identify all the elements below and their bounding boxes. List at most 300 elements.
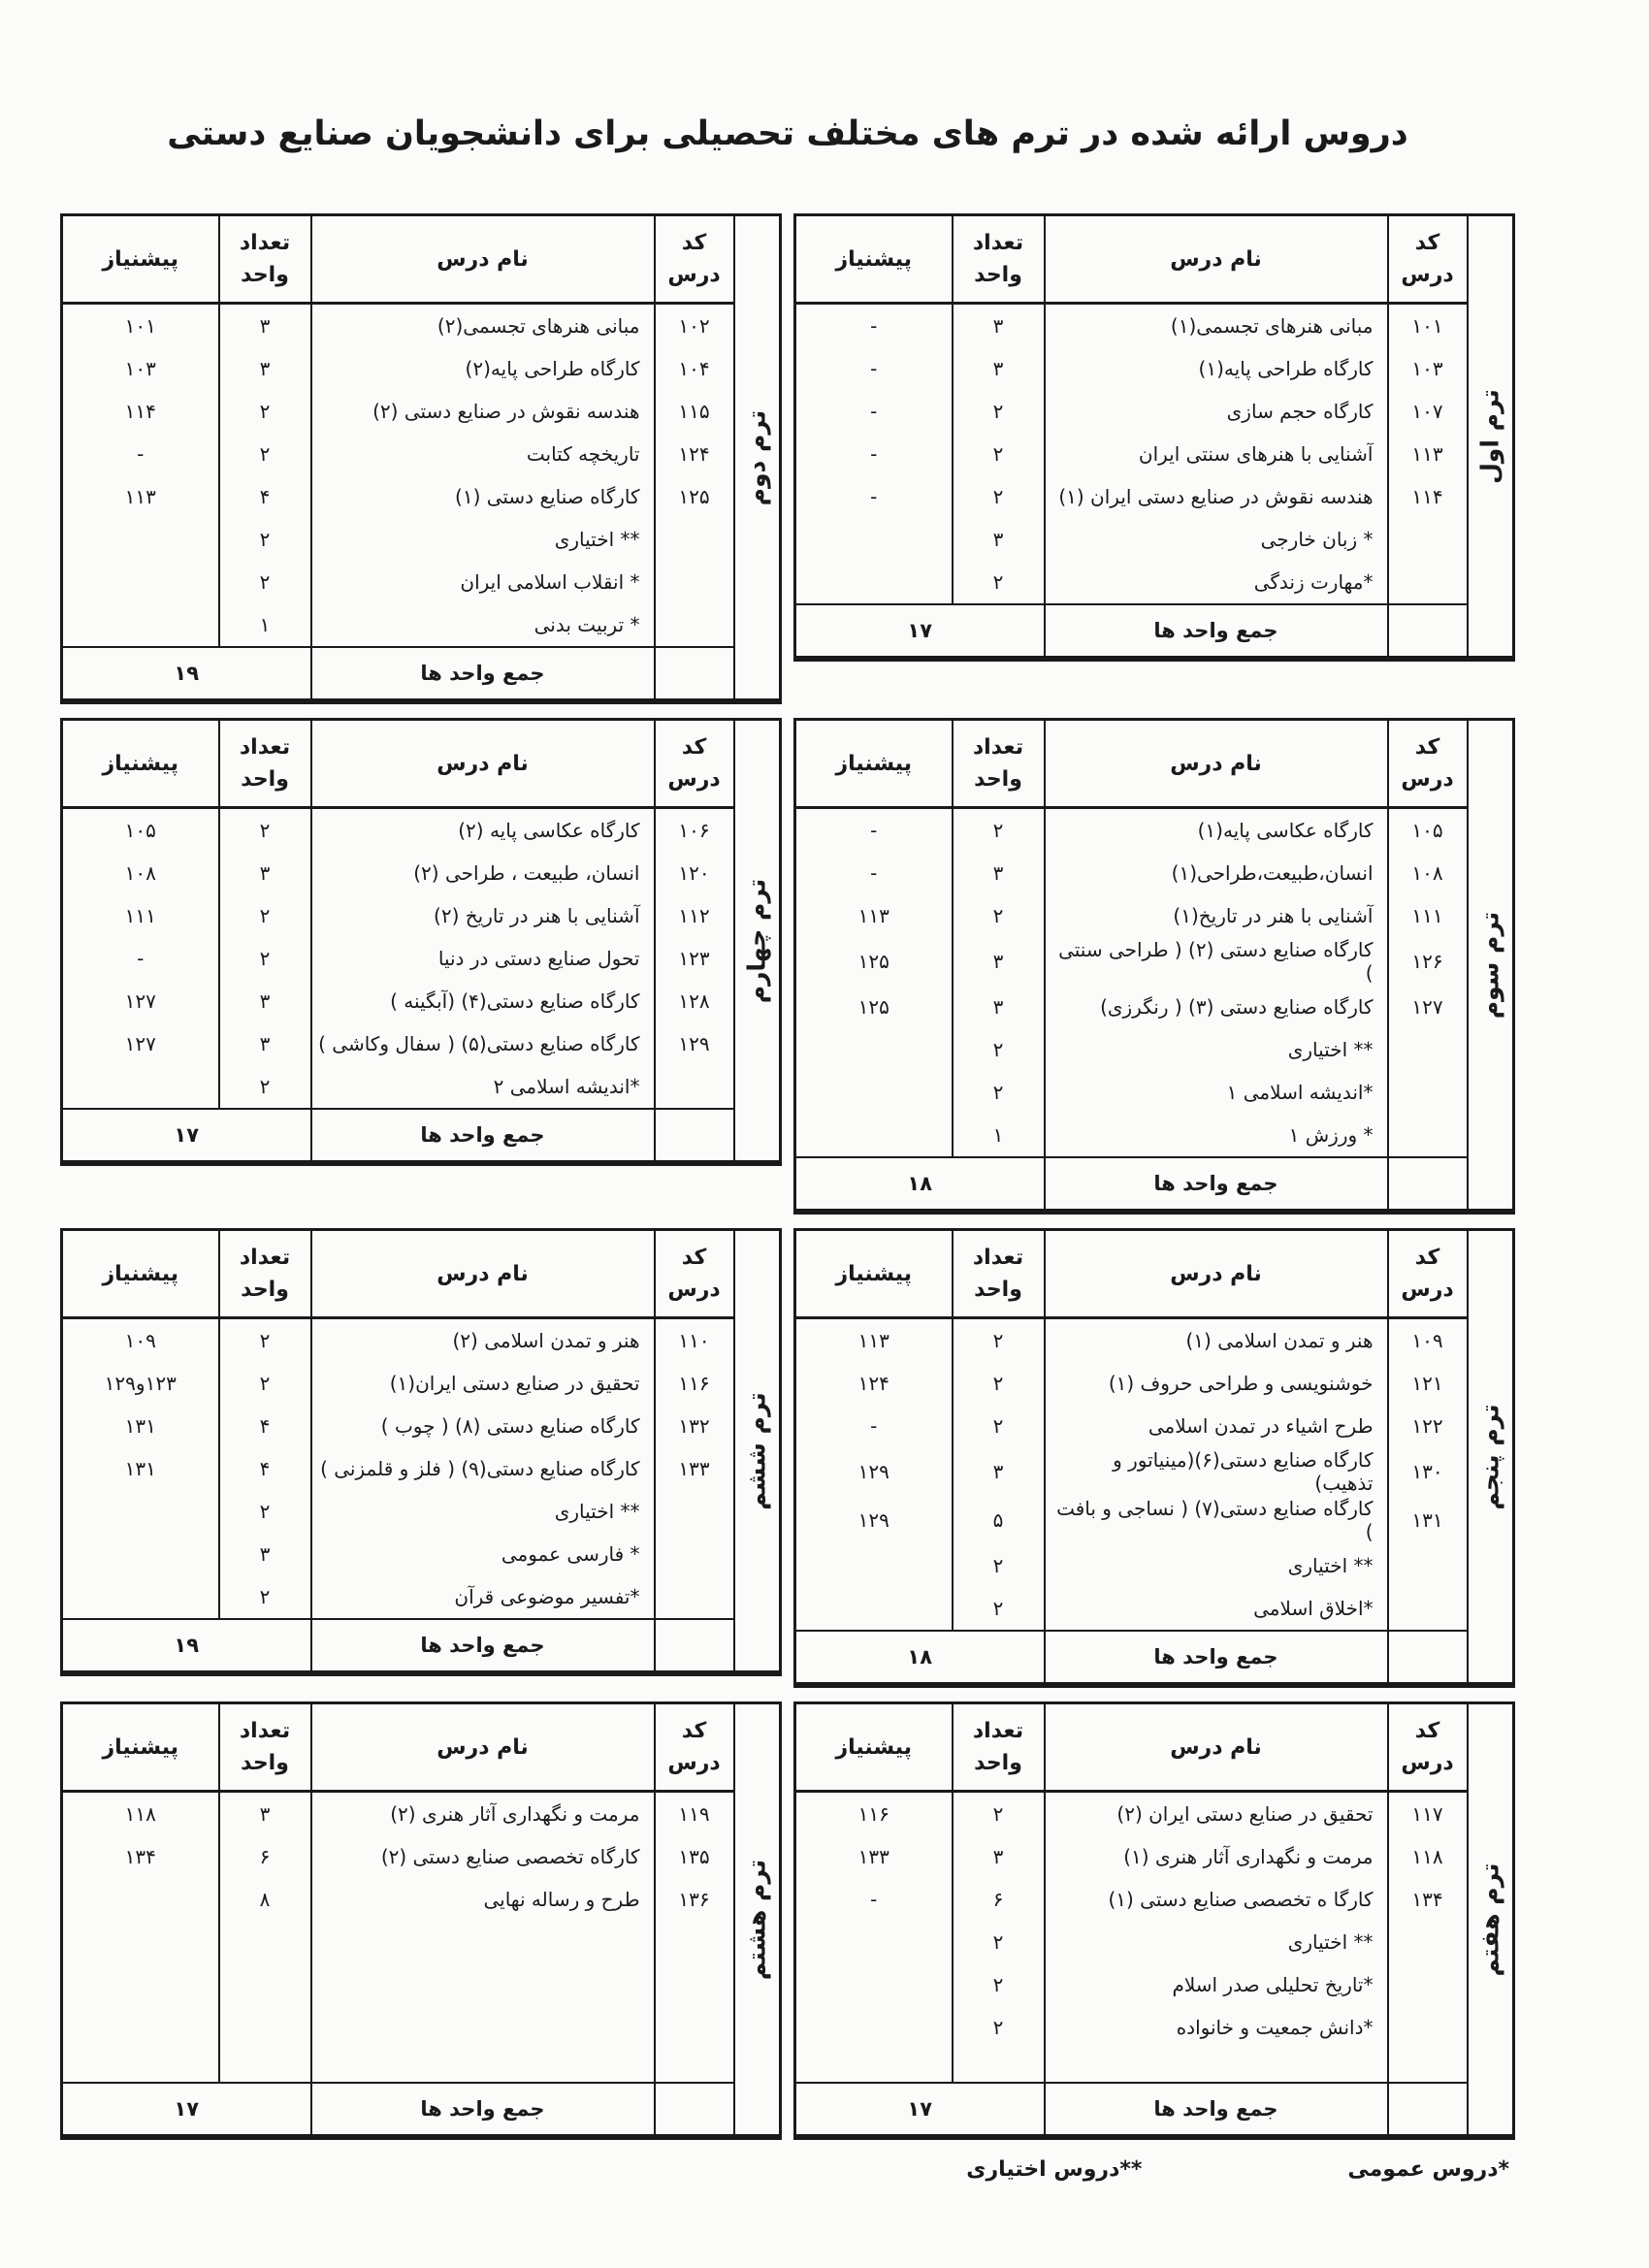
course-code — [655, 518, 734, 561]
course-prereq: ۱۳۳ — [795, 1835, 953, 1878]
header-prerequisite: پیشنیاز — [795, 1230, 953, 1318]
table-header-row — [795, 215, 1514, 304]
course-code: ۱۰۸ — [1388, 852, 1468, 894]
course-code: ۱۲۵ — [655, 475, 734, 518]
header-course-code: کد درس — [655, 215, 734, 304]
course-name: کارگاه صنایع دستی(۶)(مینیاتور و تذهیب) — [1045, 1447, 1388, 1496]
course-prereq — [62, 603, 219, 646]
course-prereq: ۱۱۳ — [795, 1318, 953, 1363]
course-row — [795, 852, 1514, 894]
course-row — [795, 1496, 1514, 1544]
course-prereq: ۱۲۷ — [62, 1022, 219, 1065]
course-name: کارگاه صنایع دستی(۷) ( نساجی و بافت ) — [1045, 1496, 1388, 1544]
total-value: ۱۸ — [795, 1631, 1045, 1685]
header-prerequisite: پیشنیاز — [795, 720, 953, 808]
header-course-name: نام درس — [311, 1230, 655, 1318]
course-name: کارگاه حجم سازی — [1045, 390, 1388, 433]
course-name: انسان، طبیعت ، طراحی (۲) — [311, 852, 655, 894]
course-prereq: ۱۱۳ — [795, 894, 953, 937]
course-code — [1388, 2006, 1468, 2049]
course-prereq — [795, 518, 953, 561]
course-name: *اندیشه اسلامی ۲ — [311, 1065, 655, 1108]
course-units: ۲ — [953, 1544, 1045, 1587]
course-name: * انقلاب اسلامی ایران — [311, 561, 655, 603]
course-prereq: ۱۲۳و۱۲۹ — [62, 1362, 219, 1405]
course-prereq: - — [795, 1878, 953, 1921]
course-name: طرح و رساله نهایی — [311, 1878, 655, 1921]
course-units: ۳ — [219, 1022, 311, 1065]
term-label: ترم اول — [1475, 388, 1504, 484]
course-row — [62, 1533, 781, 1575]
course-prereq: ۱۱۸ — [62, 1792, 219, 1836]
course-units: ۳ — [953, 1835, 1045, 1878]
header-course-name: نام درس — [311, 1703, 655, 1792]
course-code — [655, 1065, 734, 1108]
course-units: ۳ — [953, 852, 1045, 894]
course-units: ۴ — [219, 1447, 311, 1490]
filler-row — [62, 1921, 781, 2083]
course-row — [795, 1878, 1514, 1921]
total-row — [62, 1619, 781, 1673]
course-row — [795, 1792, 1514, 1836]
course-name: کارگاه صنایع دستی (۸) ( چوب ) — [311, 1405, 655, 1447]
course-row — [795, 518, 1514, 561]
filler-name-cell — [1045, 2049, 1388, 2083]
course-prereq: - — [795, 390, 953, 433]
course-row — [62, 1878, 781, 1921]
course-name: خوشنویسی و طراحی حروف (۱) — [1045, 1362, 1388, 1405]
term-label-cell — [1468, 1703, 1514, 2138]
course-units: ۲ — [953, 1921, 1045, 1963]
course-code — [1388, 1587, 1468, 1630]
course-name: تحقیق در صنایع دستی ایران(۱) — [311, 1362, 655, 1405]
course-prereq: ۱۱۶ — [795, 1792, 953, 1836]
course-row — [62, 1490, 781, 1533]
term-label: ترم ششم — [742, 1391, 771, 1510]
filler-units-cell — [953, 2049, 1045, 2083]
header-course-code: کد درس — [655, 720, 734, 808]
term-label: ترم پنجم — [1475, 1403, 1504, 1510]
table-header-row — [795, 1703, 1514, 1792]
course-code: ۱۳۰ — [1388, 1447, 1468, 1496]
course-code: ۱۳۴ — [1388, 1878, 1468, 1921]
term-label-cell — [1468, 1230, 1514, 1686]
course-units: ۲ — [953, 433, 1045, 475]
total-code-cell — [1388, 2083, 1468, 2137]
course-name: کارگاه صنایع دستی (۲) ( طراحی سنتی ) — [1045, 937, 1388, 986]
course-code: ۱۰۵ — [1388, 808, 1468, 853]
course-units: ۲ — [219, 518, 311, 561]
course-name: کارگاه صنایع دستی(۵) ( سفال وکاشی ) — [311, 1022, 655, 1065]
course-code: ۱۲۰ — [655, 852, 734, 894]
course-name: * فارسی عمومی — [311, 1533, 655, 1575]
course-row — [62, 1835, 781, 1878]
term-label-cell — [1468, 215, 1514, 660]
header-units-count: تعداد واحد — [219, 720, 311, 808]
total-value: ۱۷ — [62, 2083, 311, 2137]
course-row — [795, 433, 1514, 475]
footnote-elective-courses: **دروس اختیاری — [966, 2157, 1143, 2182]
course-name: هندسه نقوش در صنایع دستی (۲) — [311, 390, 655, 433]
term-label-cell — [734, 1230, 781, 1674]
term-label: ترم چهارم — [742, 878, 771, 1003]
course-row — [795, 894, 1514, 937]
course-units: ۳ — [953, 518, 1045, 561]
course-code — [1388, 1544, 1468, 1587]
course-name: *اخلاق اسلامی — [1045, 1587, 1388, 1630]
filler-code-cell — [1388, 2049, 1468, 2083]
course-prereq: - — [795, 475, 953, 518]
header-course-name: نام درس — [1045, 1703, 1388, 1792]
course-units: ۲ — [219, 808, 311, 853]
course-row — [62, 980, 781, 1022]
course-prereq — [795, 1071, 953, 1114]
course-code: ۱۱۶ — [655, 1362, 734, 1405]
total-value: ۱۷ — [62, 1109, 311, 1163]
header-course-name: نام درس — [311, 720, 655, 808]
course-name: آشنایی با هنرهای سنتی ایران — [1045, 433, 1388, 475]
header-units-count: تعداد واحد — [219, 1230, 311, 1318]
header-course-code: کد درس — [1388, 1230, 1468, 1318]
total-value: ۱۹ — [62, 647, 311, 701]
course-row — [62, 1318, 781, 1363]
course-code: ۱۲۳ — [655, 937, 734, 980]
table-header-row — [62, 1230, 781, 1318]
course-name: *تاریخ تحلیلی صدر اسلام — [1045, 1963, 1388, 2006]
course-prereq — [795, 561, 953, 603]
header-units-count: تعداد واحد — [953, 1703, 1045, 1792]
course-code — [1388, 1071, 1468, 1114]
course-code: ۱۲۱ — [1388, 1362, 1468, 1405]
course-units: ۱ — [953, 1114, 1045, 1156]
term-label-cell — [734, 1703, 781, 2138]
total-label: جمع واحد ها — [311, 647, 655, 701]
course-prereq: ۱۰۸ — [62, 852, 219, 894]
course-name: آشنایی با هنر در تاریخ (۲) — [311, 894, 655, 937]
course-name: ** اختیاری — [1045, 1028, 1388, 1071]
course-prereq — [795, 1028, 953, 1071]
course-row — [62, 808, 781, 853]
course-code — [1388, 1114, 1468, 1156]
total-code-cell — [655, 1109, 734, 1163]
course-prereq: ۱۰۵ — [62, 808, 219, 853]
course-name: تحقیق در صنایع دستی ایران (۲) — [1045, 1792, 1388, 1836]
total-value: ۱۸ — [795, 1157, 1045, 1212]
total-label: جمع واحد ها — [1045, 2083, 1388, 2137]
course-row — [62, 518, 781, 561]
filler-prereq-cell — [62, 1921, 219, 2083]
total-code-cell — [655, 1619, 734, 1673]
course-row — [795, 1071, 1514, 1114]
total-row — [62, 647, 781, 701]
total-row — [795, 1631, 1514, 1685]
total-label: جمع واحد ها — [311, 1619, 655, 1673]
term-table — [793, 213, 1515, 662]
course-prereq: ۱۲۹ — [795, 1447, 953, 1496]
course-prereq: - — [62, 433, 219, 475]
total-label: جمع واحد ها — [311, 2083, 655, 2137]
course-units: ۳ — [219, 304, 311, 348]
total-code-cell — [1388, 1631, 1468, 1685]
course-prereq: - — [795, 347, 953, 390]
course-name: ** اختیاری — [311, 518, 655, 561]
course-row — [62, 937, 781, 980]
table-header-row — [795, 720, 1514, 808]
course-units: ۲ — [953, 1792, 1045, 1836]
course-prereq: ۱۳۴ — [62, 1835, 219, 1878]
total-row — [795, 1157, 1514, 1212]
course-prereq: - — [795, 433, 953, 475]
course-code: ۱۲۲ — [1388, 1405, 1468, 1447]
course-units: ۲ — [219, 1318, 311, 1363]
course-name: کارگاه صنایع دستی (۳) ( رنگرزی) — [1045, 986, 1388, 1028]
course-code: ۱۳۶ — [655, 1878, 734, 1921]
course-units: ۳ — [953, 937, 1045, 986]
course-row — [62, 1447, 781, 1490]
course-code — [1388, 1028, 1468, 1071]
course-units: ۲ — [953, 1071, 1045, 1114]
course-units: ۲ — [953, 561, 1045, 603]
course-units: ۸ — [219, 1878, 311, 1921]
total-row — [62, 1109, 781, 1163]
course-row — [795, 1447, 1514, 1496]
course-units: ۳ — [219, 347, 311, 390]
course-name: *دانش جمعیت و خانواده — [1045, 2006, 1388, 2049]
terms-grid — [60, 213, 1515, 2140]
course-prereq: ۱۲۴ — [795, 1362, 953, 1405]
filler-prereq-cell — [795, 2049, 953, 2083]
course-name: مرمت و نگهداری آثار هنری (۲) — [311, 1792, 655, 1836]
course-name: مبانی هنرهای تجسمی(۲) — [311, 304, 655, 348]
course-row — [62, 603, 781, 646]
course-units: ۳ — [219, 980, 311, 1022]
course-units: ۴ — [219, 475, 311, 518]
term-label: ترم دوم — [742, 409, 771, 505]
term-label: ترم هشتم — [742, 1859, 771, 1980]
course-units: ۳ — [219, 1792, 311, 1836]
course-code: ۱۰۲ — [655, 304, 734, 348]
course-prereq — [62, 1533, 219, 1575]
term-table — [60, 213, 782, 704]
filler-name-cell — [311, 1921, 655, 2083]
course-row — [795, 1544, 1514, 1587]
course-name: کارگاه صنایع دستی(۴) (آبگینه ) — [311, 980, 655, 1022]
header-units-count: تعداد واحد — [219, 215, 311, 304]
course-name: *اندیشه اسلامی ۱ — [1045, 1071, 1388, 1114]
header-course-code: کد درس — [655, 1703, 734, 1792]
course-units: ۵ — [953, 1496, 1045, 1544]
course-code: ۱۰۳ — [1388, 347, 1468, 390]
course-prereq — [795, 1544, 953, 1587]
course-name: هندسه نقوش در صنایع دستی ایران (۱) — [1045, 475, 1388, 518]
course-row — [62, 347, 781, 390]
course-units: ۲ — [219, 433, 311, 475]
course-units: ۲ — [953, 1028, 1045, 1071]
course-prereq — [795, 1587, 953, 1630]
course-prereq: ۱۳۱ — [62, 1405, 219, 1447]
course-row — [62, 1405, 781, 1447]
course-prereq: - — [795, 304, 953, 348]
course-row — [795, 937, 1514, 986]
table-header-row — [62, 1703, 781, 1792]
footnote-general-courses: *دروس عمومی — [1347, 2157, 1509, 2182]
total-code-cell — [655, 2083, 734, 2137]
course-row — [795, 808, 1514, 853]
course-units: ۲ — [953, 1963, 1045, 2006]
course-units: ۳ — [953, 347, 1045, 390]
course-code — [1388, 1921, 1468, 1963]
filler-row — [795, 2049, 1514, 2083]
term-table — [793, 1228, 1515, 1688]
course-name: تاریخچه کتابت — [311, 433, 655, 475]
course-row — [62, 894, 781, 937]
course-row — [795, 390, 1514, 433]
course-row — [795, 1587, 1514, 1630]
course-code: ۱۱۰ — [655, 1318, 734, 1363]
course-row — [795, 304, 1514, 348]
term-label: ترم هفتم — [1475, 1862, 1504, 1977]
header-units-count: تعداد واحد — [219, 1703, 311, 1792]
course-code: ۱۰۶ — [655, 808, 734, 853]
course-code: ۱۱۷ — [1388, 1792, 1468, 1836]
course-row — [795, 1114, 1514, 1156]
course-units: ۳ — [953, 1447, 1045, 1496]
course-row — [795, 1405, 1514, 1447]
course-prereq: ۱۲۵ — [795, 937, 953, 986]
course-prereq: ۱۲۹ — [795, 1496, 953, 1544]
course-name: کارگا ه تخصصی صنایع دستی (۱) — [1045, 1878, 1388, 1921]
header-course-code: کد درس — [655, 1230, 734, 1318]
course-row — [62, 561, 781, 603]
course-row — [62, 1362, 781, 1405]
course-prereq: ۱۰۹ — [62, 1318, 219, 1363]
table-header-row — [62, 215, 781, 304]
total-row — [795, 2083, 1514, 2137]
total-label: جمع واحد ها — [1045, 1157, 1388, 1212]
header-course-code: کد درس — [1388, 1703, 1468, 1792]
course-name: مرمت و نگهداری آثار هنری (۱) — [1045, 1835, 1388, 1878]
course-code: ۱۱۹ — [655, 1792, 734, 1836]
course-code — [655, 1490, 734, 1533]
course-name: * تربیت بدنی — [311, 603, 655, 646]
course-prereq: ۱۲۷ — [62, 980, 219, 1022]
header-course-name: نام درس — [1045, 1230, 1388, 1318]
total-code-cell — [1388, 1157, 1468, 1212]
course-units: ۲ — [953, 2006, 1045, 2049]
course-units: ۶ — [953, 1878, 1045, 1921]
course-name: کارگاه عکاسی پایه(۱) — [1045, 808, 1388, 853]
course-units: ۳ — [953, 986, 1045, 1028]
course-row — [62, 1065, 781, 1108]
course-units: ۲ — [953, 1587, 1045, 1630]
term-table — [60, 1701, 782, 2140]
course-name: انسان،طبیعت،طراحی(۱) — [1045, 852, 1388, 894]
course-name: کارگاه صنایع دستی (۱) — [311, 475, 655, 518]
term-table — [793, 718, 1515, 1215]
course-prereq — [62, 518, 219, 561]
course-prereq: ۱۱۴ — [62, 390, 219, 433]
course-prereq: ۱۲۵ — [795, 986, 953, 1028]
course-name: * زبان خارجی — [1045, 518, 1388, 561]
course-units: ۲ — [219, 1490, 311, 1533]
total-value: ۱۷ — [795, 2083, 1045, 2137]
course-name: مبانی هنرهای تجسمی(۱) — [1045, 304, 1388, 348]
course-units: ۳ — [953, 304, 1045, 348]
total-label: جمع واحد ها — [1045, 604, 1388, 659]
term-label-cell — [1468, 720, 1514, 1213]
course-units: ۱ — [219, 603, 311, 646]
course-prereq — [62, 1878, 219, 1921]
course-code: ۱۲۸ — [655, 980, 734, 1022]
total-code-cell — [1388, 604, 1468, 659]
term-label: ترم سوم — [1475, 911, 1504, 1019]
table-header-row — [62, 720, 781, 808]
course-code: ۱۰۷ — [1388, 390, 1468, 433]
course-code: ۱۲۶ — [1388, 937, 1468, 986]
total-value: ۱۹ — [62, 1619, 311, 1673]
course-name: کارگاه طراحی پایه(۱) — [1045, 347, 1388, 390]
table-header-row — [795, 1230, 1514, 1318]
course-code: ۱۲۴ — [655, 433, 734, 475]
course-row — [62, 1792, 781, 1836]
total-row — [62, 2083, 781, 2137]
course-name: * ورزش ۱ — [1045, 1114, 1388, 1156]
header-course-name: نام درس — [1045, 720, 1388, 808]
course-prereq — [62, 561, 219, 603]
course-code: ۱۳۲ — [655, 1405, 734, 1447]
term-table — [60, 718, 782, 1166]
course-units: ۲ — [953, 475, 1045, 518]
course-prereq — [62, 1575, 219, 1618]
course-row — [62, 304, 781, 348]
course-row — [795, 1318, 1514, 1363]
term-label-cell — [734, 720, 781, 1164]
course-units: ۲ — [953, 894, 1045, 937]
course-units: ۶ — [219, 1835, 311, 1878]
course-name: طرح اشیاء در تمدن اسلامی — [1045, 1405, 1388, 1447]
course-code: ۱۳۳ — [655, 1447, 734, 1490]
header-prerequisite: پیشنیاز — [62, 215, 219, 304]
total-label: جمع واحد ها — [1045, 1631, 1388, 1685]
course-prereq: - — [795, 808, 953, 853]
header-prerequisite: پیشنیاز — [62, 1703, 219, 1792]
header-course-name: نام درس — [1045, 215, 1388, 304]
course-code: ۱۱۵ — [655, 390, 734, 433]
course-code — [1388, 1963, 1468, 2006]
footnotes — [60, 2157, 1515, 2182]
term-table — [60, 1228, 782, 1676]
course-row — [795, 347, 1514, 390]
header-course-name: نام درس — [311, 215, 655, 304]
course-row — [62, 1575, 781, 1618]
course-units: ۲ — [219, 1575, 311, 1618]
course-units: ۲ — [953, 1362, 1045, 1405]
course-units: ۲ — [219, 894, 311, 937]
course-code: ۱۱۱ — [1388, 894, 1468, 937]
header-units-count: تعداد واحد — [953, 215, 1045, 304]
course-row — [62, 433, 781, 475]
course-prereq: ۱۳۱ — [62, 1447, 219, 1490]
course-units: ۲ — [953, 390, 1045, 433]
course-units: ۲ — [953, 808, 1045, 853]
course-code: ۱۱۲ — [655, 894, 734, 937]
course-row — [795, 1963, 1514, 2006]
course-units: ۲ — [219, 937, 311, 980]
course-name: کارگاه تخصصی صنایع دستی (۲) — [311, 1835, 655, 1878]
course-code: ۱۰۴ — [655, 347, 734, 390]
header-units-count: تعداد واحد — [953, 1230, 1045, 1318]
total-row — [795, 604, 1514, 659]
